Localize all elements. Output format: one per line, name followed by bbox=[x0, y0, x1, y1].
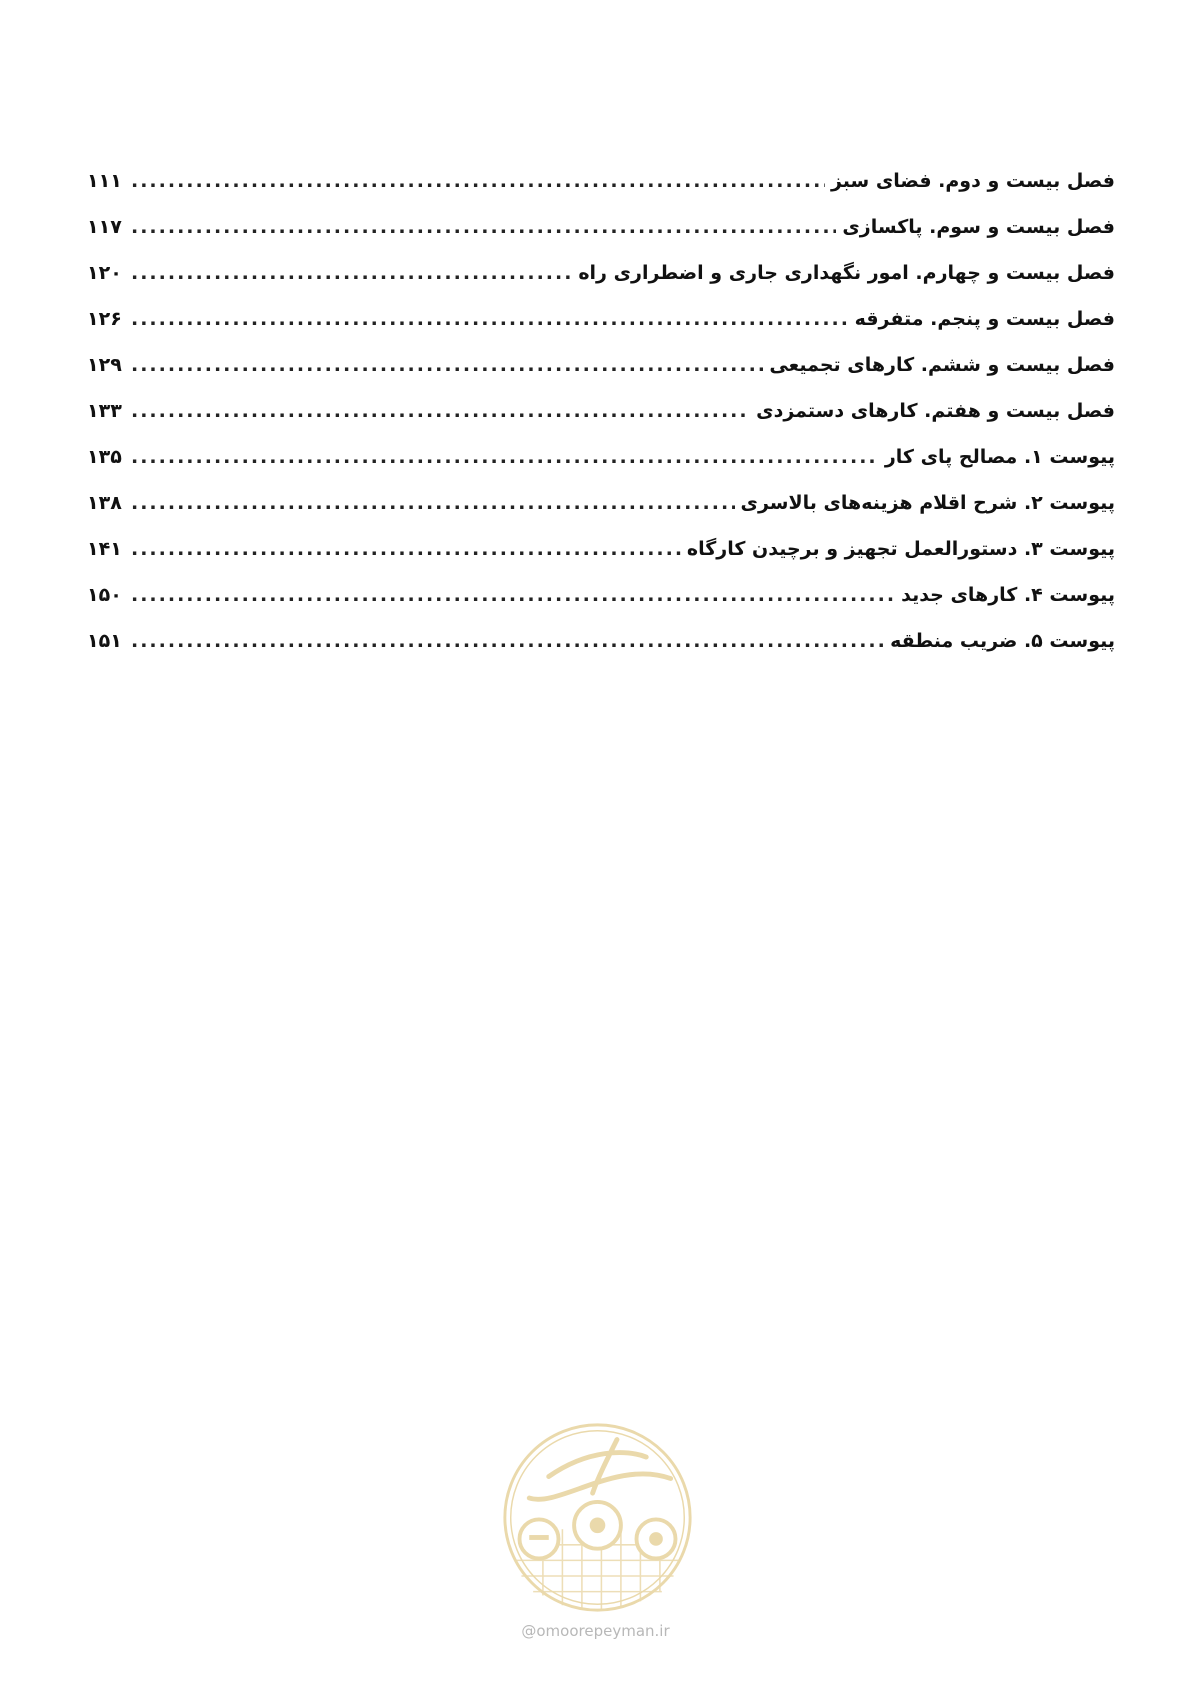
toc-entry-page: ۱۲۹ bbox=[87, 354, 122, 376]
toc-entry-title: پیوست ۵. ضریب منطقه bbox=[890, 630, 1115, 652]
toc-entry-page: ۱۳۸ bbox=[87, 492, 122, 514]
toc-entry-title: پیوست ۲. شرح اقلام هزینه‌های بالاسری bbox=[740, 492, 1115, 514]
toc-entry[interactable] bbox=[87, 480, 1115, 526]
toc-entry-page: ۱۳۳ bbox=[87, 400, 122, 422]
toc-entry[interactable] bbox=[87, 572, 1115, 618]
watermark-site-text: @omoorepeyman.ir bbox=[521, 1622, 670, 1640]
toc-entry[interactable] bbox=[87, 158, 1115, 204]
toc-leader-dots bbox=[131, 250, 572, 296]
toc-leader-dots bbox=[131, 342, 763, 388]
toc-leader-dots bbox=[131, 204, 836, 250]
toc-entry-page: ۱۵۰ bbox=[87, 584, 122, 606]
toc-entry-page: ۱۲۰ bbox=[87, 262, 122, 284]
table-of-contents bbox=[87, 158, 1115, 664]
toc-entry-page: ۱۴۱ bbox=[87, 538, 122, 560]
toc-leader-dots bbox=[131, 434, 879, 480]
toc-entry-title: فصل بیست و پنجم. متفرقه bbox=[854, 308, 1115, 330]
toc-entry[interactable] bbox=[87, 342, 1115, 388]
toc-entry-title: فصل بیست و دوم. فضای سبز bbox=[830, 170, 1115, 192]
toc-entry-page: ۱۳۵ bbox=[87, 446, 122, 468]
toc-leader-dots bbox=[131, 296, 849, 342]
toc-leader-dots bbox=[131, 158, 825, 204]
toc-entry-page: ۱۱۷ bbox=[87, 216, 122, 238]
toc-entry-title: فصل بیست و هفتم. کارهای دستمزدی bbox=[756, 400, 1115, 422]
toc-entry[interactable] bbox=[87, 618, 1115, 664]
toc-entry[interactable] bbox=[87, 388, 1115, 434]
toc-entry-title: فصل بیست و سوم. پاکسازی bbox=[842, 216, 1115, 238]
toc-entry-title: پیوست ۴. کارهای جدید bbox=[901, 584, 1115, 606]
toc-leader-dots bbox=[131, 572, 895, 618]
toc-leader-dots bbox=[131, 526, 681, 572]
toc-entry-title: فصل بیست و ششم. کارهای تجمیعی bbox=[769, 354, 1115, 376]
toc-leader-dots bbox=[131, 388, 750, 434]
toc-entry-page: ۱۲۶ bbox=[87, 308, 122, 330]
watermark-logo bbox=[500, 1420, 695, 1615]
toc-leader-dots bbox=[131, 480, 735, 526]
toc-entry[interactable] bbox=[87, 434, 1115, 480]
toc-entry[interactable] bbox=[87, 250, 1115, 296]
toc-entry-title: پیوست ۳. دستورالعمل تجهیز و برچیدن کارگاه bbox=[686, 538, 1115, 560]
toc-leader-dots bbox=[131, 618, 884, 664]
toc-entry-page: ۱۵۱ bbox=[87, 630, 122, 652]
toc-entry-title: فصل بیست و چهارم. امور نگهداری جاری و اضطراری راه bbox=[578, 262, 1115, 284]
toc-entry-page: ۱۱۱ bbox=[87, 170, 122, 192]
toc-entry[interactable] bbox=[87, 526, 1115, 572]
toc-entry[interactable] bbox=[87, 296, 1115, 342]
toc-entry[interactable] bbox=[87, 204, 1115, 250]
toc-entry-title: پیوست ۱. مصالح پای کار bbox=[884, 446, 1115, 468]
